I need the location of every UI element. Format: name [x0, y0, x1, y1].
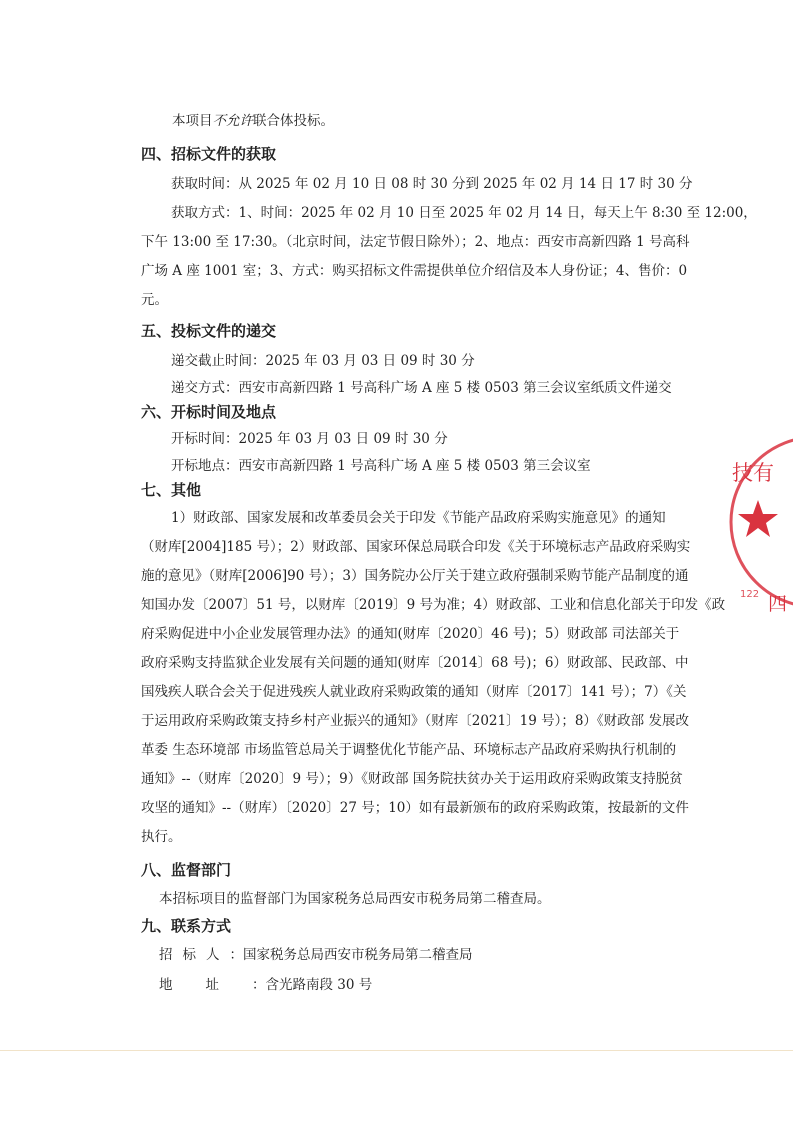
intro-line [172, 113, 334, 129]
section-4-heading: 四、招标文件的获取 [141, 145, 277, 163]
address-value: ：含光路南段 30 号 [252, 977, 373, 993]
seal-text-top: 技有 [732, 461, 774, 485]
section-6-time: 开标时间：2025 年 03 月 03 日 09 时 30 分 [171, 431, 448, 447]
section-7-line-10: 通知》--（财库〔2020〕9 号）；9）《财政部 国务院扶贫办关于运用政府采购政策支持脱贫 [141, 771, 683, 787]
tenderer-value: ：国家税务总局西安市税务局第二稽查局 [229, 947, 473, 963]
official-seal [718, 432, 793, 612]
seal-number: 122 [740, 589, 760, 600]
section-7-line-6: 政府采购支持监狱企业发展有关问题的通知(财库〔2014〕68 号)；6）财政部、民政部、中 [141, 655, 689, 671]
section-8-heading: 八、监督部门 [141, 861, 232, 879]
section-7-line-2: （财库[2004]185 号）；2）财政部、国家环保总局联合印发《关于环境标志产品政府采购实 [141, 539, 691, 555]
section-5-method: 递交方式：西安市高新四路 1 号高科广场 A 座 5 楼 0503 第三会议室纸质文件递交 [171, 380, 672, 396]
section-7-line-7: 国残疾人联合会关于促进残疾人就业政府采购政策的通知（财库〔2017〕141 号）；7）《关 [141, 684, 687, 700]
section-7-line-5: 府采购促进中小企业发展管理办法》的通知(财库〔2020〕46 号)；5）财政部 司法部关于 [141, 626, 680, 642]
section-6-place: 开标地点：西安市高新四路 1 号高科广场 A 座 5 楼 0503 第三会议室 [171, 458, 591, 474]
section-4-method-line-4: 元。 [141, 292, 168, 308]
seal-star-icon [738, 500, 778, 537]
section-4-time: 获取时间：从 2025 年 02 月 10 日 08 时 30 分到 2025 年 02 月 14 日 17 时 30 分 [171, 176, 693, 192]
section-6-heading: 六、开标时间及地点 [141, 403, 277, 421]
section-7-line-3: 施的意见》（财库[2006]90 号）；3）国务院办公厅关于建立政府强制采购节能产品制度的通 [141, 568, 689, 584]
section-7-line-11: 攻坚的通知》--（财库）〔2020〕27 号；10）如有最新颁布的政府采购政策，按最新的文件 [141, 800, 689, 816]
section-5-deadline: 递交截止时间：2025 年 03 月 03 日 09 时 30 分 [171, 353, 475, 369]
intro-prefix: 本项目 [172, 113, 213, 129]
section-5-heading: 五、投标文件的递交 [141, 322, 277, 340]
intro-emphasis: 不允许 [212, 113, 253, 129]
section-7-heading: 七、其他 [141, 481, 202, 499]
section-4-method-line-1: 获取方式：1、时间：2025 年 02 月 10 日至 2025 年 02 月 14 日，每天上午 8:30 至 12:00， [171, 205, 757, 221]
intro-suffix: 联合体投标。 [253, 113, 334, 129]
section-4-method-line-2: 下午 13:00 至 17:30。（北京时间，法定节假日除外）；2、地点：西安市高新四路 1 号高科 [141, 234, 690, 250]
footer-divider [0, 1050, 793, 1051]
section-7-line-12: 执行。 [141, 829, 182, 845]
section-8-text: 本招标项目的监督部门为国家税务总局西安市税务局第二稽查局。 [159, 891, 551, 907]
section-7-line-8: 于运用政府采购政策支持乡村产业振兴的通知》（财库〔2021〕19 号）；8）《财政部 发展改 [141, 713, 689, 729]
section-9-heading: 九、联系方式 [141, 917, 232, 935]
section-7-line-1: 1）财政部、国家发展和改革委员会关于印发《节能产品政府采购实施意见》的通知 [171, 510, 666, 526]
address-label: 地址 [159, 977, 252, 993]
tenderer-line [159, 947, 473, 963]
tenderer-label: 招标人 [159, 947, 230, 963]
section-7-line-4: 知国办发〔2007〕51 号，以财库〔2019〕9 号为准；4）财政部、工业和信息化部关于印发《政 [141, 597, 726, 613]
section-7-line-9: 革委 生态环境部 市场监管总局关于调整优化节能产品、环境标志产品政府采购执行机制的 [141, 742, 677, 758]
seal-text-bottom: 四 [768, 593, 788, 612]
section-4-method-line-3: 广场 A 座 1001 室；3、方式：购买招标文件需提供单位介绍信及本人身份证；4、售价：0 [141, 263, 688, 279]
seal-graphic [718, 432, 793, 612]
address-line [159, 977, 372, 993]
